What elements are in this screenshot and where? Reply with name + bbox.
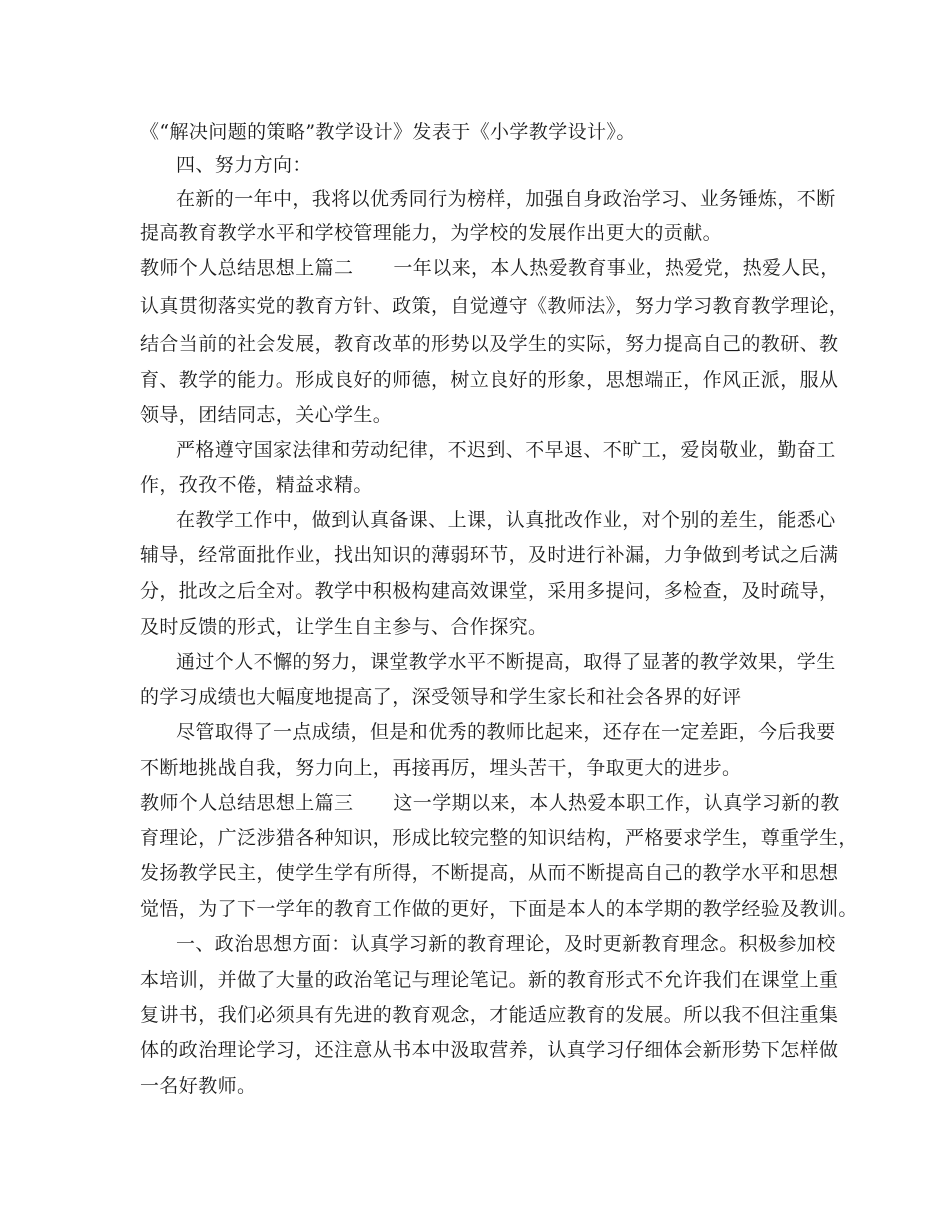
text-line: 不断地挑战自我，努力向上，再接再厉，埋头苦干，争取更大的进步。 bbox=[140, 757, 742, 779]
text-line: 提高教育教学水平和学校管理能力，为学校的发展作出更大的贡献。 bbox=[140, 222, 723, 244]
text-line: 育、教学的能力。形成良好的师德，树立良好的形象，思想端正，作风正派，服从 bbox=[140, 369, 839, 391]
article-title-part2: 教师个人总结思想上篇二 bbox=[140, 257, 354, 279]
text-line: 认真贯彻落实党的教育方针、政策，自觉遵守《教师法》，努力学习教育教学理论， bbox=[140, 295, 849, 317]
article-title-part3: 教师个人总结思想上篇三 bbox=[140, 792, 354, 814]
text-line: 本培训，并做了大量的政治笔记与理论笔记。新的教育形式不允许我们在课堂上重 bbox=[140, 969, 839, 991]
text-line: 在教学工作中，做到认真备课、上课，认真批改作业，对个别的差生，能悉心 bbox=[176, 509, 836, 531]
text-line: 《“解决问题的策略”教学设计》发表于《小学教学设计》。 bbox=[140, 121, 636, 143]
text-line: 发扬教学民主，使学生学有所得，不断提高，从而不断提高自己的教学水平和思想 bbox=[140, 862, 839, 884]
text-line: 育理论，广泛涉猎各种知识，形成比较完整的知识结构，严格要求学生，尊重学生， bbox=[140, 827, 858, 849]
article-heading-line bbox=[140, 791, 840, 815]
text-line: 结合当前的社会发展，教育改革的形势以及学生的实际，努力提高自己的教研、教 bbox=[140, 333, 839, 355]
text-line: 辅导，经常面批作业，找出知识的薄弱环节，及时进行补漏，力争做到考试之后满 bbox=[140, 544, 839, 566]
text-line: 这一学期以来，本人热爱本职工作，认真学习新的教 bbox=[393, 792, 840, 814]
article-heading-line bbox=[140, 256, 840, 280]
text-line: 及时反馈的形式，让学生自主参与、合作探究。 bbox=[140, 616, 548, 638]
text-line: 觉悟，为了下一学年的教育工作做的更好，下面是本人的本学期的教学经验及教训。 bbox=[140, 898, 858, 920]
text-line: 严格遵守国家法律和劳动纪律，不迟到、不早退、不旷工，爱岗敬业，勤奋工 bbox=[176, 439, 836, 461]
text-line: 分，批改之后全对。教学中积极构建高效课堂，采用多提问，多检查，及时疏导， bbox=[140, 580, 839, 602]
text-line: 一年以来，本人热爱教育事业，热爱党，热爱人民， bbox=[393, 257, 840, 279]
text-line: 复讲书，我们必须具有先进的教育观念，才能适应教育的发展。所以我不但注重集 bbox=[140, 1004, 839, 1026]
text-line: 一名好教师。 bbox=[140, 1075, 257, 1097]
text-line: 的学习成绩也大幅度地提高了，深受领导和学生家长和社会各界的好评 bbox=[140, 686, 742, 708]
text-line: 作，孜孜不倦，精益求精。 bbox=[140, 474, 373, 496]
text-line: 体的政治理论学习，还注意从书本中汲取营养，认真学习仔细体会新形势下怎样做 bbox=[140, 1039, 839, 1061]
text-line: 在新的一年中，我将以优秀同行为榜样，加强自身政治学习、业务锤炼，不断 bbox=[176, 188, 836, 210]
text-line: 一、政治思想方面：认真学习新的教育理论，及时更新教育理念。积极参加校 bbox=[176, 933, 836, 955]
text-line: 尽管取得了一点成绩，但是和优秀的教师比起来，还存在一定差距，今后我要 bbox=[176, 721, 836, 743]
text-line: 领导，团结同志，关心学生。 bbox=[140, 404, 393, 426]
section-heading: 四、努力方向： bbox=[176, 154, 312, 176]
text-line: 通过个人不懈的努力，课堂教学水平不断提高，取得了显著的教学效果，学生 bbox=[176, 651, 836, 673]
